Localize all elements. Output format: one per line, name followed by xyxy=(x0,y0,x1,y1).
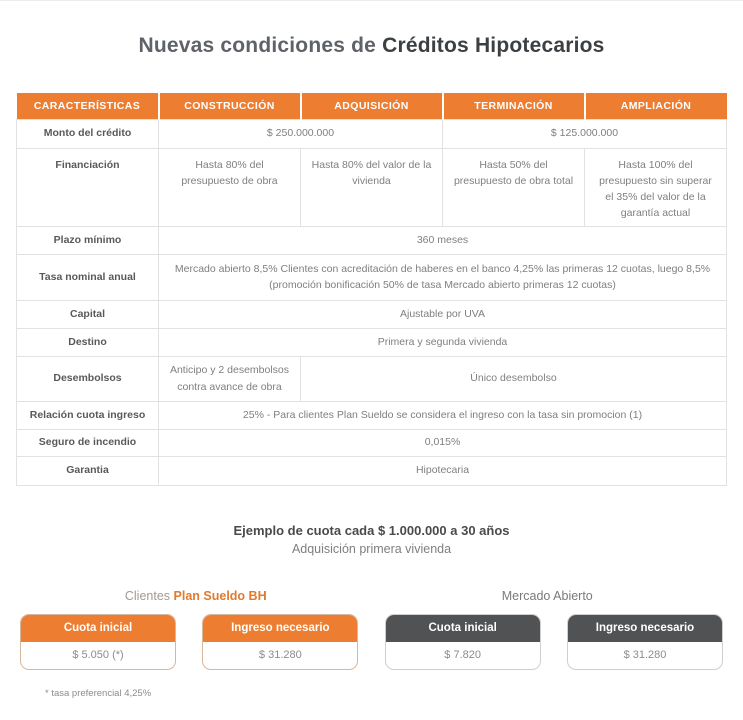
table-row-plazo xyxy=(17,226,727,254)
card-header: Ingreso necesario xyxy=(203,615,357,642)
section-label-mercado-abierto: Mercado Abierto xyxy=(501,588,593,603)
card-ingreso-necesario-plan-sueldo xyxy=(202,614,358,670)
table-row-capital xyxy=(17,300,727,328)
header-construccion: CONSTRUCCIÓN xyxy=(159,93,301,119)
cell-relacion-all: 25% - Para clientes Plan Sueldo se considera el ingreso con la tasa sin promocion (1) xyxy=(159,401,727,429)
cell-plazo-all: 360 meses xyxy=(159,226,727,254)
cell-financiacion-construccion: Hasta 80% del presupuesto de obra xyxy=(159,148,301,226)
card-header: Cuota inicial xyxy=(21,615,175,642)
example-block xyxy=(0,523,743,556)
table-row-relacion xyxy=(17,401,727,429)
card-ingreso-necesario-mercado-abierto xyxy=(567,614,723,670)
cell-desembolsos-resto: Único desembolso xyxy=(301,356,727,401)
cell-destino-all: Primera y segunda vivienda xyxy=(159,328,727,356)
card-cuota-inicial-mercado-abierto xyxy=(385,614,541,670)
table-row-monto xyxy=(17,119,727,148)
row-label-financiacion: Financiación xyxy=(17,148,159,226)
cards-row xyxy=(20,614,723,670)
row-label-tasa: Tasa nominal anual xyxy=(17,254,159,300)
plan-sueldo-bold: Plan Sueldo BH xyxy=(173,588,267,603)
card-header: Cuota inicial xyxy=(386,615,540,642)
card-header: Ingreso necesario xyxy=(568,615,722,642)
table-row-seguro xyxy=(17,429,727,456)
cell-financiacion-adquisicion: Hasta 80% del valor de la vivienda xyxy=(301,148,443,226)
row-label-destino: Destino xyxy=(17,328,159,356)
credit-conditions-table xyxy=(16,93,727,486)
example-subtitle: Adquisición primera vivienda xyxy=(291,541,452,556)
table-row-financiacion xyxy=(17,148,727,226)
card-cuota-inicial-plan-sueldo xyxy=(20,614,176,670)
header-caracteristicas: CARACTERÍSTICAS xyxy=(17,93,159,119)
cell-capital-all: Ajustable por UVA xyxy=(159,300,727,328)
section-label-plan-sueldo xyxy=(20,589,372,603)
cell-desembolsos-construccion: Anticipo y 2 desembolsos contra avance de obra xyxy=(159,356,301,401)
row-label-desembolsos: Desembolsos xyxy=(17,356,159,401)
cell-monto-construccion-adquisicion: $ 250.000.000 xyxy=(159,119,443,148)
cell-financiacion-ampliacion: Hasta 100% del presupuesto sin superar el 35% del valor de la garantía actual xyxy=(585,148,727,226)
row-label-monto: Monto del crédito xyxy=(17,119,159,148)
card-value: $ 5.050 (*) xyxy=(72,649,124,662)
cell-seguro-all: 0,015% xyxy=(159,429,727,456)
header-ampliacion: AMPLIACIÓN xyxy=(585,93,727,119)
row-label-relacion: Relación cuota ingreso xyxy=(17,401,159,429)
row-label-garantia: Garantia xyxy=(17,456,159,485)
footnote: * tasa preferencial 4,25% xyxy=(45,687,152,699)
example-title: Ejemplo de cuota cada $ 1.000.000 a 30 años xyxy=(233,522,510,538)
cell-garantia-all: Hipotecaria xyxy=(159,456,727,485)
card-value: $ 31.280 xyxy=(623,649,667,662)
card-value: $ 31.280 xyxy=(258,649,302,662)
row-label-capital: Capital xyxy=(17,300,159,328)
page-title-highlight: Créditos Hipotecarios xyxy=(382,34,605,57)
table-row-tasa xyxy=(17,254,727,300)
cell-financiacion-terminacion: Hasta 50% del presupuesto de obra total xyxy=(443,148,585,226)
table-row-garantia xyxy=(17,456,727,485)
row-label-plazo: Plazo mínimo xyxy=(17,226,159,254)
plan-sueldo-prefix: Clientes xyxy=(124,588,171,603)
page-title-prefix: Nuevas condiciones de xyxy=(138,34,377,57)
card-value: $ 7.820 xyxy=(444,649,481,662)
table-row-destino xyxy=(17,328,727,356)
page-title xyxy=(0,34,743,58)
header-terminacion: TERMINACIÓN xyxy=(443,93,585,119)
row-label-seguro: Seguro de incendio xyxy=(17,429,159,456)
cell-tasa-all: Mercado abierto 8,5% Clientes con acreditación de haberes en el banco 4,25% las primeras 12 cuotas, luego 8,5% (promoción bonificación 50% de tasa Mercado abierto primeras 12 cuotas) xyxy=(159,254,727,300)
cell-monto-terminacion-ampliacion: $ 125.000.000 xyxy=(443,119,727,148)
header-adquisicion: ADQUISICIÓN xyxy=(301,93,443,119)
table-header-row xyxy=(17,93,727,119)
table-row-desembolsos xyxy=(17,356,727,401)
sections-row xyxy=(20,589,723,603)
